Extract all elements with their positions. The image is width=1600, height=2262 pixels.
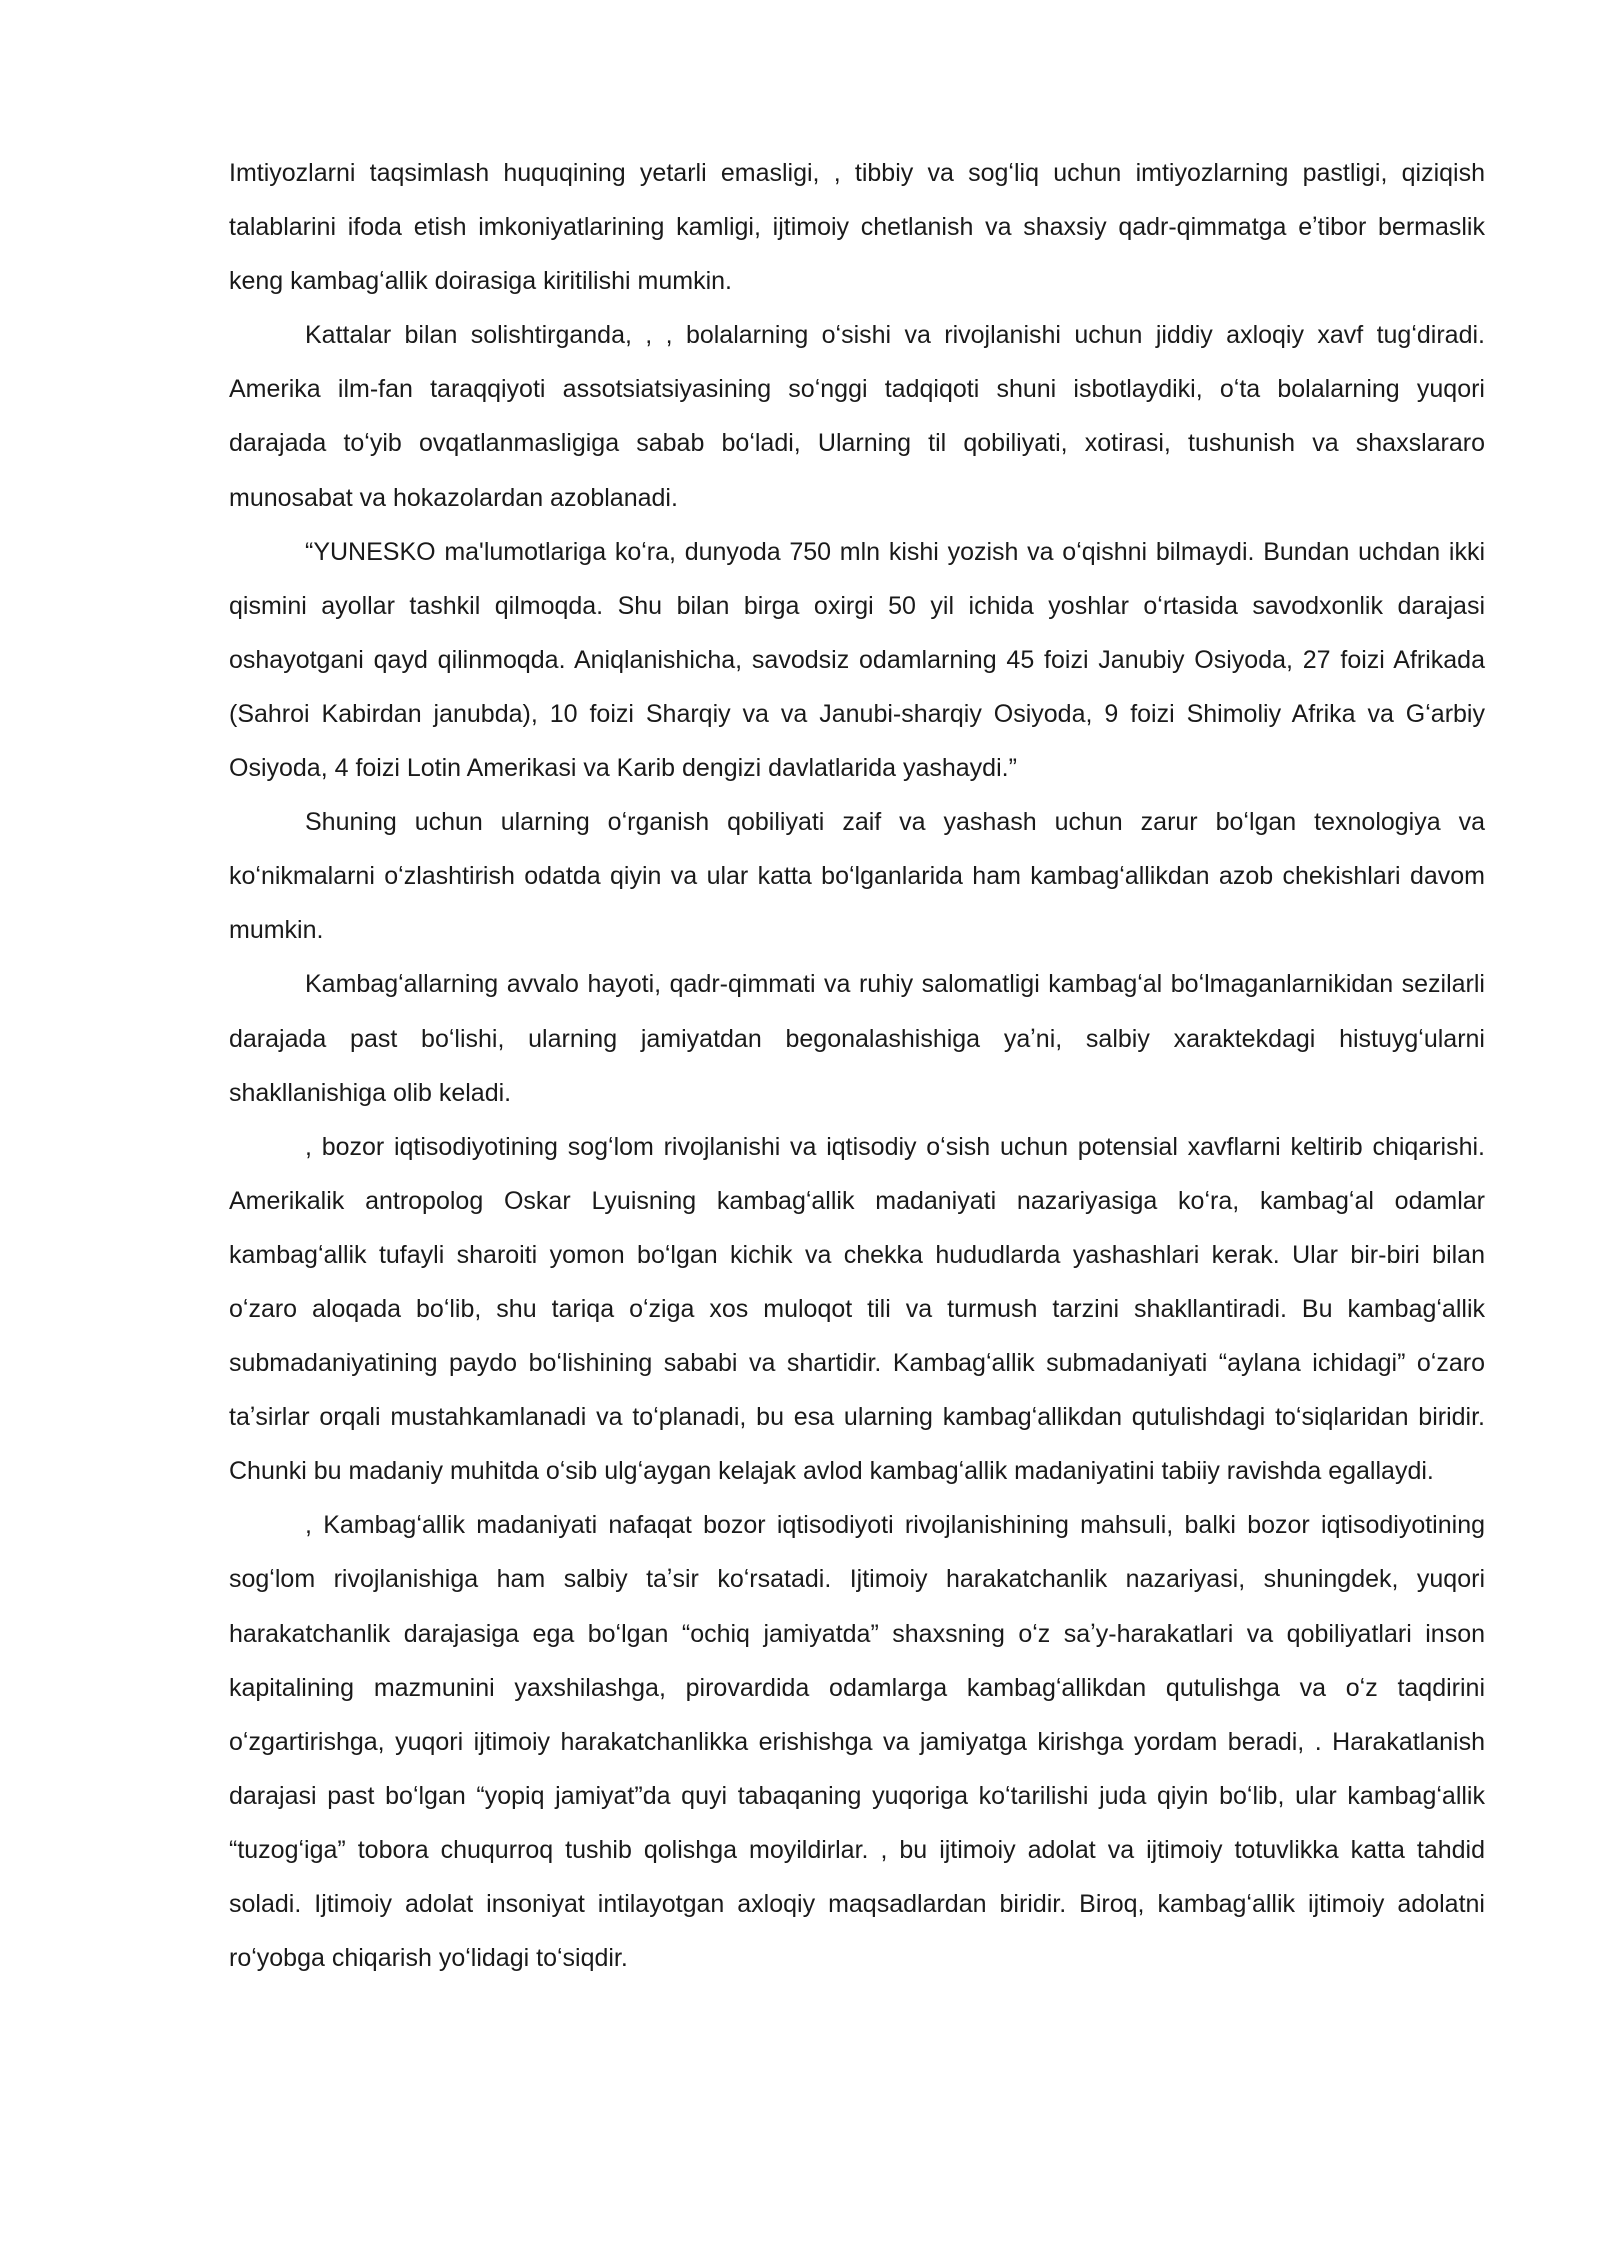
paragraph-7: , Kambagʻallik madaniyati nafaqat bozor iqtisodiyoti rivojlanishining mahsuli, balki bozor iqtisodiyotining sogʻlom rivojlanishiga ham salbiy taʼsir koʻrsatadi. Ijtimoiy harakatchanlik nazariyasi, shuningdek, yuqori harakatchanlik darajasiga ega boʻlgan “ochiq jamiyatda” shaxsning oʻz saʼy-harakatlari va qobiliyatlari inson kapitalining mazmunini yaxshilashga, pirovardida odamlarga kambagʻallikdan qutulishga va oʻz taqdirini oʻzgartirishga, yuqori ijtimoiy harakatchanlikka erishishga va jamiyatga kirishga yordam beradi, . Harakatlanish darajasi past boʻlgan “yopiq jamiyat”da quyi tabaqaning yuqoriga koʻtarilishi juda qiyin boʻlib, ular kambagʻallik “tuzogʻiga” tobora chuqurroq tushib qolishga moyildirlar. , bu ijtimoiy adolat va ijtimoiy totuvlikka katta tahdid soladi. Ijtimoiy adolat insoniyat intilayotgan axloqiy maqsadlardan biridir. Biroq, kambagʻallik ijtimoiy adolatni roʻyobga chiqarish yoʻlidagi toʻsiqdir. — [229, 1511, 1485, 1973]
paragraph-4: Shuning uchun ularning oʻrganish qobiliyati zaif va yashash uchun zarur boʻlgan texnologiya va koʻnikmalarni oʻzlashtirish odatda qiyin va ular katta boʻlganlarida ham kambagʻallikdan azob chekishlari davom mumkin. — [229, 808, 1485, 945]
paragraph-6: , bozor iqtisodiyotining sogʻlom rivojlanishi va iqtisodiy oʻsish uchun potensial xavflarni keltirib chiqarishi. Amerikalik antropolog Oskar Lyuisning kambagʻallik madaniyati nazariyasiga koʻra, kambagʻal odamlar kambagʻallik tufayli sharoiti yomon boʻlgan kichik va chekka hududlarda yashashlari kerak. Ular bir-biri bilan oʻzaro aloqada boʻlib, shu tariqa oʻziga xos muloqot tili va turmush tarzini shakllantiradi. Bu kambagʻallik submadaniyatining paydo boʻlishining sababi va shartidir. Kambagʻallik submadaniyati “aylana ichidagi” oʻzaro taʼsirlar orqali mustahkamlanadi va toʻplanadi, bu esa ularning kambagʻallikdan qutulishdagi toʻsiqlaridan biridir. Chunki bu madaniy muhitda oʻsib ulgʻaygan kelajak avlod kambagʻallik madaniyatini tabiiy ravishda egallaydi. — [229, 1132, 1485, 1486]
body-text — [229, 146, 1485, 1985]
paragraph-5: Kambagʻallarning avvalo hayoti, qadr-qimmati va ruhiy salomatligi kambagʻal boʻlmaganlarnikidan sezilarli darajada past boʻlishi, ularning jamiyatdan begonalashishiga yaʼni, salbiy xaraktekdagi histuygʻularni shakllanishiga olib keladi. — [229, 970, 1485, 1107]
paragraph-3: “YUNESKO ma'lumotlariga koʻra, dunyoda 750 mln kishi yozish va oʻqishni bilmaydi. Bundan uchdan ikki qismini ayollar tashkil qilmoqda. Shu bilan birga oxirgi 50 yil ichida yoshlar oʻrtasida savodxonlik darajasi oshayotgani qayd qilinmoqda. Aniqlanishicha, savodsiz odamlarning 45 foizi Janubiy Osiyoda, 27 foizi Afrikada (Sahroi Kabirdan janubda), 10 foizi Sharqiy va va Janubi-sharqiy Osiyoda, 9 foizi Shimoliy Afrika va Gʻarbiy Osiyoda, 4 foizi Lotin Amerikasi va Karib dengizi davlatlarida yashaydi.” — [229, 537, 1485, 783]
paragraph-1: Imtiyozlarni taqsimlash huquqining yetarli emasligi, , tibbiy va sogʻliq uchun imtiyozlarning pastligi, qiziqish talablarini ifoda etish imkoniyatlarining kamligi, ijtimoiy chetlanish va shaxsiy qadr-qimmatga eʼtibor bermaslik keng kambagʻallik doirasiga kiritilishi mumkin. — [229, 159, 1485, 296]
paragraph-2: Kattalar bilan solishtirganda, , , bolalarning oʻsishi va rivojlanishi uchun jiddiy axloqiy xavf tugʻdiradi. Amerika ilm-fan taraqqiyoti assotsiatsiyasining soʻnggi tadqiqoti shuni isbotlaydiki, oʻta bolalarning yuqori darajada toʻyib ovqatlanmasligiga sabab boʻladi, Ularning til qobiliyati, xotirasi, tushunish va shaxslararo munosabat va hokazolardan azoblanadi. — [229, 321, 1485, 512]
